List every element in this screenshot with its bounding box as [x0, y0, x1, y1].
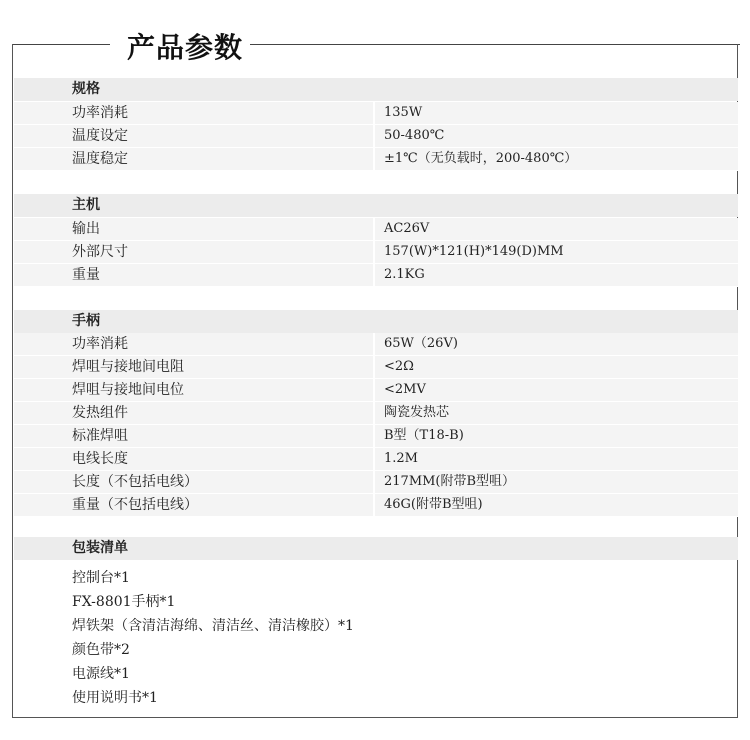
row-value: 65W（26V) — [384, 336, 458, 351]
row-value: 135W — [384, 105, 423, 120]
page-title: 产品参数 — [127, 31, 244, 64]
row-label: 功率消耗 — [72, 336, 128, 352]
row-label: 重量 — [72, 267, 100, 283]
section-header-packing — [14, 537, 738, 560]
table-row — [14, 102, 738, 125]
table-row — [14, 333, 738, 356]
row-value: 陶瓷发热芯 — [384, 405, 450, 420]
section-header-handle — [14, 310, 738, 333]
table-row — [14, 402, 738, 425]
row-value: B型（T18-B) — [384, 428, 464, 443]
row-value: <2MV — [384, 382, 426, 397]
row-label: 输出 — [72, 221, 100, 237]
row-value: 157(W)*121(H)*149(D)MM — [384, 244, 564, 259]
section-title: 包装清单 — [72, 540, 128, 556]
table-row — [14, 448, 738, 471]
packing-list — [72, 566, 354, 710]
list-item: 控制台*1 — [72, 570, 130, 586]
row-label: 重量（不包括电线） — [72, 497, 198, 513]
table-row — [14, 218, 738, 241]
row-label: 发热组件 — [72, 405, 128, 421]
row-value: <2Ω — [384, 359, 414, 374]
table-row — [14, 148, 738, 171]
row-label: 外部尺寸 — [72, 244, 128, 260]
row-label: 长度（不包括电线） — [72, 474, 198, 490]
section-header-spec — [14, 78, 738, 101]
table-row — [14, 425, 738, 448]
row-value: 1.2M — [384, 451, 418, 466]
section-title: 主机 — [72, 197, 100, 213]
table-row — [14, 471, 738, 494]
row-value: 217MM(附带B型咀） — [384, 474, 516, 489]
row-label: 温度稳定 — [72, 151, 128, 167]
section-title: 规格 — [72, 81, 100, 97]
table-row — [14, 356, 738, 379]
table-row — [14, 241, 738, 264]
list-item: 使用说明书*1 — [72, 690, 158, 706]
row-label: 标准焊咀 — [72, 428, 128, 444]
list-item: FX-8801手柄*1 — [72, 594, 176, 610]
list-item: 电源线*1 — [72, 666, 130, 682]
row-value: AC26V — [384, 221, 430, 236]
row-label: 焊咀与接地间电位 — [72, 382, 184, 398]
row-value: 46G(附带B型咀) — [384, 497, 483, 512]
section-header-host — [14, 194, 738, 217]
table-row — [14, 379, 738, 402]
table-row — [14, 125, 738, 148]
row-value: 50-480℃ — [384, 128, 445, 143]
row-label: 温度设定 — [72, 128, 128, 144]
row-value: 2.1KG — [384, 267, 425, 282]
row-label: 功率消耗 — [72, 105, 128, 121]
row-value: ±1℃（无负载时，200-480℃） — [384, 151, 578, 166]
list-item: 焊铁架（含清洁海绵、清洁丝、清洁橡胶）*1 — [72, 618, 354, 634]
table-row — [14, 264, 738, 287]
list-item: 颜色带*2 — [72, 642, 130, 658]
row-label: 焊咀与接地间电阻 — [72, 359, 184, 375]
section-title: 手柄 — [72, 313, 100, 329]
table-row — [14, 494, 738, 517]
row-label: 电线长度 — [72, 451, 128, 467]
